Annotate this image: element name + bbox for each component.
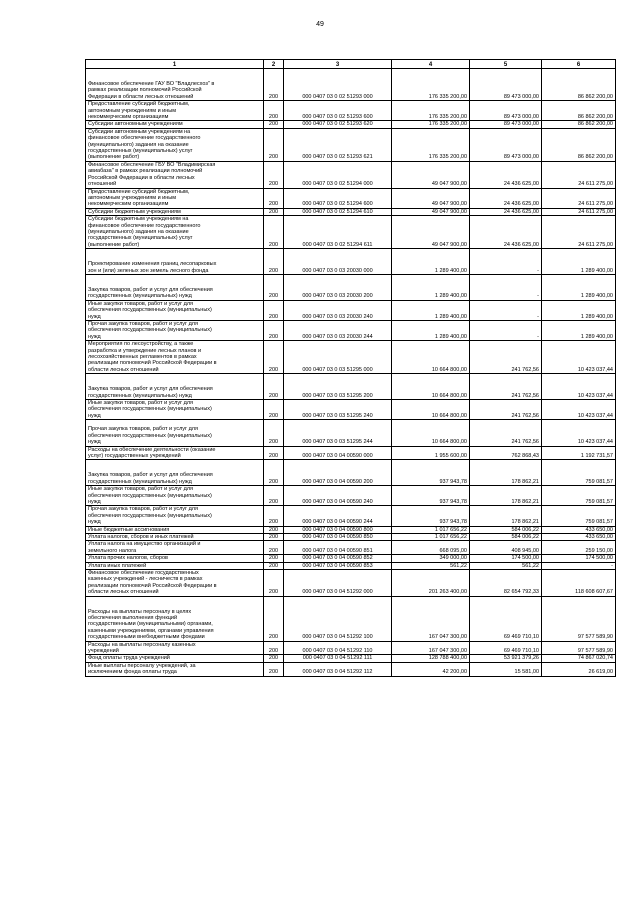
row-remaining-amount: 24 611 275,00 bbox=[542, 216, 616, 249]
row-remaining-amount: 86 862 200,00 bbox=[542, 128, 616, 161]
row-name bbox=[86, 69, 264, 101]
row-name-text: Иные выплаты персоналу учреждений, за исключением фонда оплаты труда bbox=[88, 662, 196, 676]
row-executed-amount: 241 762,56 bbox=[470, 374, 542, 400]
row-group-code: 200 bbox=[264, 101, 284, 121]
row-group-code: 200 bbox=[264, 486, 284, 506]
row-group-code: 200 bbox=[264, 274, 284, 300]
row-executed-amount: 89 473 000,00 bbox=[470, 69, 542, 101]
header-col-4: 4 bbox=[392, 60, 470, 69]
row-name bbox=[86, 101, 264, 121]
row-group-code: 200 bbox=[264, 662, 284, 676]
row-remaining-amount: 97 577 589,90 bbox=[542, 596, 616, 641]
table-row bbox=[86, 486, 616, 506]
row-group-code: 200 bbox=[264, 506, 284, 526]
row-executed-amount: 241 762,56 bbox=[470, 400, 542, 420]
row-group-code: 200 bbox=[264, 541, 284, 555]
row-remaining-amount: 1 289 400,00 bbox=[542, 321, 616, 341]
row-executed-amount: 178 862,21 bbox=[470, 506, 542, 526]
row-name bbox=[86, 641, 264, 655]
row-group-code: 200 bbox=[264, 374, 284, 400]
row-name bbox=[86, 249, 264, 275]
row-classification-code: 000 0407 03 0 02 51293 620 bbox=[284, 121, 392, 128]
row-classification-code: 000 0407 03 0 02 51294 610 bbox=[284, 208, 392, 215]
row-classification-code: 000 0407 03 0 04 00590 851 bbox=[284, 541, 392, 555]
table-row bbox=[86, 374, 616, 400]
row-group-code: 200 bbox=[264, 208, 284, 215]
row-approved-amount: 1 289 400,00 bbox=[392, 300, 470, 320]
row-approved-amount: 10 664 800,00 bbox=[392, 341, 470, 374]
row-executed-amount: 89 473 000,00 bbox=[470, 121, 542, 128]
row-executed-amount: 584 006,22 bbox=[470, 526, 542, 533]
row-group-code: 200 bbox=[264, 300, 284, 320]
row-name-text: Иные бюджетные ассигнования bbox=[88, 526, 170, 533]
row-name-text: Иные закупки товаров, работ и услуг для обеспечения государственных (муниципальных) нужд bbox=[88, 400, 212, 419]
table-row bbox=[86, 69, 616, 101]
row-name bbox=[86, 420, 264, 446]
row-executed-amount: 53 921 379,26 bbox=[470, 655, 542, 662]
row-remaining-amount: 10 423 037,44 bbox=[542, 400, 616, 420]
row-name bbox=[86, 460, 264, 486]
row-approved-amount: 49 047 900,00 bbox=[392, 161, 470, 188]
row-group-code: 200 bbox=[264, 555, 284, 562]
row-approved-amount: 1 955 600,00 bbox=[392, 446, 470, 460]
table-row bbox=[86, 341, 616, 374]
header-col-6: 6 bbox=[542, 60, 616, 69]
row-approved-amount: 1 289 400,00 bbox=[392, 274, 470, 300]
row-group-code: 200 bbox=[264, 570, 284, 597]
row-classification-code: 000 0407 03 0 03 20030 244 bbox=[284, 321, 392, 341]
row-executed-amount: 408 945,00 bbox=[470, 541, 542, 555]
row-name bbox=[86, 400, 264, 420]
row-name-text: Закупка товаров, работ и услуг для обеспечения государственных (муниципальных) нужд bbox=[88, 472, 213, 485]
row-remaining-amount: 86 862 200,00 bbox=[542, 69, 616, 101]
row-approved-amount: 668 095,00 bbox=[392, 541, 470, 555]
row-executed-amount: 15 581,00 bbox=[470, 662, 542, 676]
table-row bbox=[86, 570, 616, 597]
row-name-text: Уплата налогов, сборов и иных платежей bbox=[88, 533, 194, 540]
row-classification-code: 000 0407 03 0 04 51292 111 bbox=[284, 655, 392, 662]
row-approved-amount: 49 047 900,00 bbox=[392, 208, 470, 215]
row-classification-code: 000 0407 03 0 03 51295 000 bbox=[284, 341, 392, 374]
row-classification-code: 000 0407 03 0 03 51295 244 bbox=[284, 420, 392, 446]
row-remaining-amount: 24 611 275,00 bbox=[542, 188, 616, 208]
row-approved-amount: 10 664 800,00 bbox=[392, 400, 470, 420]
row-executed-amount: - bbox=[470, 274, 542, 300]
header-col-3: 3 bbox=[284, 60, 392, 69]
row-name-text: Проектирование изменения границ лесопарковых зон и (или) зеленых зон земель лесного фонда bbox=[88, 261, 217, 274]
table-row bbox=[86, 662, 616, 676]
row-name-text: Уплата налога на имущество организаций и земельного налога bbox=[88, 541, 201, 554]
row-name-text: Финансовое обеспечение ГАУ ВО "Владлесхоз" в рамках реализации полномочий Российской Федерации в области лесных отношений bbox=[88, 81, 215, 100]
row-approved-amount: 167 047 300,00 bbox=[392, 596, 470, 641]
row-remaining-amount: 86 862 200,00 bbox=[542, 121, 616, 128]
row-remaining-amount: 1 289 400,00 bbox=[542, 249, 616, 275]
row-group-code: 200 bbox=[264, 641, 284, 655]
row-classification-code: 000 0407 03 0 04 00590 200 bbox=[284, 460, 392, 486]
header-col-2: 2 bbox=[264, 60, 284, 69]
row-group-code: 200 bbox=[264, 400, 284, 420]
row-approved-amount: 128 788 400,00 bbox=[392, 655, 470, 662]
row-remaining-amount: 1 289 400,00 bbox=[542, 274, 616, 300]
row-group-code: 200 bbox=[264, 420, 284, 446]
table-row bbox=[86, 596, 616, 641]
row-remaining-amount: 433 650,00 bbox=[542, 533, 616, 540]
row-remaining-amount: 1 192 731,57 bbox=[542, 446, 616, 460]
row-classification-code: 000 0407 03 0 02 51293 000 bbox=[284, 69, 392, 101]
row-classification-code: 000 0407 03 0 04 00590 852 bbox=[284, 555, 392, 562]
row-remaining-amount: 74 867 020,74 bbox=[542, 655, 616, 662]
row-executed-amount: 762 868,43 bbox=[470, 446, 542, 460]
row-name-text: Расходы на обеспечение деятельности (оказание услуг) государственных учреждений bbox=[88, 446, 216, 459]
table-row bbox=[86, 121, 616, 128]
row-executed-amount: 241 762,56 bbox=[470, 341, 542, 374]
row-name-text: Иные закупки товаров, работ и услуг для обеспечения государственных (муниципальных) нужд bbox=[88, 486, 212, 505]
row-name bbox=[86, 555, 264, 562]
table-row bbox=[86, 655, 616, 662]
row-remaining-amount: - bbox=[542, 562, 616, 569]
row-name-text: Закупка товаров, работ и услуг для обеспечения государственных (муниципальных) нужд bbox=[88, 386, 213, 399]
row-name bbox=[86, 121, 264, 128]
row-name bbox=[86, 341, 264, 374]
row-group-code: 200 bbox=[264, 446, 284, 460]
table-row bbox=[86, 300, 616, 320]
table-row bbox=[86, 208, 616, 215]
row-remaining-amount: 24 611 275,00 bbox=[542, 161, 616, 188]
table-row bbox=[86, 533, 616, 540]
row-approved-amount: 1 017 656,22 bbox=[392, 526, 470, 533]
row-approved-amount: 176 335 200,00 bbox=[392, 121, 470, 128]
table-row bbox=[86, 101, 616, 121]
row-remaining-amount: 759 081,57 bbox=[542, 506, 616, 526]
row-remaining-amount: 10 423 037,44 bbox=[542, 374, 616, 400]
row-name-text: Расходы на выплаты персоналу в целях обеспечения выполнения функций государственными (муниципальными) органами, казенными учреждениями, органами управления государственными внебюджетными фондами bbox=[88, 608, 214, 641]
row-approved-amount: 10 664 800,00 bbox=[392, 374, 470, 400]
row-approved-amount: 937 943,78 bbox=[392, 486, 470, 506]
row-name bbox=[86, 274, 264, 300]
row-approved-amount: 167 047 300,00 bbox=[392, 641, 470, 655]
row-name-text: Прочая закупка товаров, работ и услуг для обеспечения государственных (муниципальных) нужд bbox=[88, 321, 212, 340]
row-name-text: Прочая закупка товаров, работ и услуг для обеспечения государственных (муниципальных) нужд bbox=[88, 506, 212, 526]
row-remaining-amount: 118 608 607,67 bbox=[542, 570, 616, 597]
row-classification-code: 000 0407 03 0 03 20030 240 bbox=[284, 300, 392, 320]
row-group-code: 200 bbox=[264, 596, 284, 641]
table-row bbox=[86, 555, 616, 562]
row-approved-amount: 42 200,00 bbox=[392, 662, 470, 676]
row-executed-amount: 178 862,21 bbox=[470, 460, 542, 486]
row-executed-amount: 174 500,00 bbox=[470, 555, 542, 562]
row-name bbox=[86, 662, 264, 676]
row-classification-code: 000 0407 03 0 03 20030 000 bbox=[284, 249, 392, 275]
row-approved-amount: 49 047 900,00 bbox=[392, 216, 470, 249]
row-name-text: Предоставление субсидий бюджетным, автономным учреждениям и иным некоммерческим организациям bbox=[88, 101, 190, 121]
table-row bbox=[86, 541, 616, 555]
table-row bbox=[86, 321, 616, 341]
row-classification-code: 000 0407 03 0 03 51295 200 bbox=[284, 374, 392, 400]
row-name bbox=[86, 374, 264, 400]
row-classification-code: 000 0407 03 0 02 51294 000 bbox=[284, 161, 392, 188]
row-name bbox=[86, 128, 264, 161]
row-classification-code: 000 0407 03 0 04 51292 100 bbox=[284, 596, 392, 641]
row-name-text: Субсидии автономным учреждениям на финансовое обеспечение государственного (муниципального) задания на оказание государственных (муниципальных) услуг (выполнение работ) bbox=[88, 128, 201, 161]
page-number: 49 bbox=[316, 21, 324, 28]
row-executed-amount: 178 862,21 bbox=[470, 486, 542, 506]
row-approved-amount: 1 017 656,22 bbox=[392, 533, 470, 540]
table-row bbox=[86, 161, 616, 188]
row-group-code: 200 bbox=[264, 562, 284, 569]
row-classification-code: 000 0407 03 0 04 00590 244 bbox=[284, 506, 392, 526]
row-approved-amount: 176 335 200,00 bbox=[392, 101, 470, 121]
row-remaining-amount: 433 650,00 bbox=[542, 526, 616, 533]
row-approved-amount: 937 943,78 bbox=[392, 506, 470, 526]
row-approved-amount: 10 664 800,00 bbox=[392, 420, 470, 446]
row-remaining-amount: 174 500,00 bbox=[542, 555, 616, 562]
row-name bbox=[86, 161, 264, 188]
row-group-code: 200 bbox=[264, 460, 284, 486]
row-executed-amount: 584 006,22 bbox=[470, 533, 542, 540]
budget-execution-table bbox=[85, 59, 616, 677]
table-row bbox=[86, 128, 616, 161]
row-name bbox=[86, 208, 264, 215]
row-remaining-amount: 1 289 400,00 bbox=[542, 300, 616, 320]
row-classification-code: 000 0407 03 0 04 00590 853 bbox=[284, 562, 392, 569]
row-remaining-amount: 10 423 037,44 bbox=[542, 341, 616, 374]
row-name-text: Расходы на выплаты персоналу казенных учреждений bbox=[88, 641, 196, 655]
row-name bbox=[86, 596, 264, 641]
table-row bbox=[86, 249, 616, 275]
row-classification-code: 000 0407 03 0 04 00590 240 bbox=[284, 486, 392, 506]
row-name-text: Уплата прочих налогов, сборов bbox=[88, 555, 168, 562]
row-name bbox=[86, 506, 264, 526]
row-executed-amount: 24 436 625,00 bbox=[470, 188, 542, 208]
row-name bbox=[86, 526, 264, 533]
row-name-text: Мероприятия по лесоустройству, а также разработка и утверждение лесных планов и лесохозяйственных регламентов в рамках реализации полномочий Российской Федерации в области лесных отношений bbox=[88, 341, 217, 373]
row-executed-amount: 69 469 710,10 bbox=[470, 641, 542, 655]
row-name-text: Иные закупки товаров, работ и услуг для обеспечения государственных (муниципальных) нужд bbox=[88, 300, 212, 320]
row-remaining-amount: 259 150,00 bbox=[542, 541, 616, 555]
row-group-code: 200 bbox=[264, 216, 284, 249]
row-name bbox=[86, 321, 264, 341]
row-executed-amount: 89 473 000,00 bbox=[470, 101, 542, 121]
row-group-code: 200 bbox=[264, 128, 284, 161]
row-name-text: Финансовое обеспечение ГБУ ВО "Владимирская авиабаза" в рамках реализации полномочий Российской Федерации в области лесных отношений bbox=[88, 161, 216, 188]
row-name bbox=[86, 486, 264, 506]
table-row bbox=[86, 216, 616, 249]
row-name bbox=[86, 541, 264, 555]
row-executed-amount: 69 469 710,10 bbox=[470, 596, 542, 641]
row-group-code: 200 bbox=[264, 655, 284, 662]
row-classification-code: 000 0407 03 0 04 51292 112 bbox=[284, 662, 392, 676]
row-name-text: Фонд оплаты труда учреждений bbox=[88, 655, 170, 662]
row-executed-amount: 82 654 792,33 bbox=[470, 570, 542, 597]
row-approved-amount: 349 000,00 bbox=[392, 555, 470, 562]
row-executed-amount: 24 436 625,00 bbox=[470, 161, 542, 188]
row-classification-code: 000 0407 03 0 03 20030 200 bbox=[284, 274, 392, 300]
row-remaining-amount: 86 862 200,00 bbox=[542, 101, 616, 121]
table-row bbox=[86, 420, 616, 446]
row-classification-code: 000 0407 03 0 04 51292 000 bbox=[284, 570, 392, 597]
row-executed-amount: 24 436 625,00 bbox=[470, 216, 542, 249]
table-row bbox=[86, 188, 616, 208]
row-executed-amount: - bbox=[470, 300, 542, 320]
row-name bbox=[86, 188, 264, 208]
table-row bbox=[86, 526, 616, 533]
row-remaining-amount: 26 619,00 bbox=[542, 662, 616, 676]
row-approved-amount: 176 335 200,00 bbox=[392, 69, 470, 101]
row-classification-code: 000 0407 03 0 04 00590 850 bbox=[284, 533, 392, 540]
row-group-code: 200 bbox=[264, 526, 284, 533]
row-name-text: Финансовое обеспечение государственных казенных учреждений - лесничеств в рамках реализации полномочий Российской Федерации в области лесных отношений bbox=[88, 570, 217, 596]
row-name bbox=[86, 446, 264, 460]
row-executed-amount: 241 762,56 bbox=[470, 420, 542, 446]
table-row bbox=[86, 446, 616, 460]
row-classification-code: 000 0407 03 0 02 51294 600 bbox=[284, 188, 392, 208]
row-name bbox=[86, 655, 264, 662]
row-name bbox=[86, 216, 264, 249]
row-name bbox=[86, 533, 264, 540]
row-name-text: Субсидии автономным учреждениям bbox=[88, 121, 183, 128]
row-classification-code: 000 0407 03 0 04 00590 800 bbox=[284, 526, 392, 533]
row-group-code: 200 bbox=[264, 321, 284, 341]
row-name bbox=[86, 570, 264, 597]
row-group-code: 200 bbox=[264, 341, 284, 374]
row-remaining-amount: 97 577 589,90 bbox=[542, 641, 616, 655]
row-name bbox=[86, 562, 264, 569]
table-row bbox=[86, 400, 616, 420]
row-approved-amount: 937 943,78 bbox=[392, 460, 470, 486]
row-executed-amount: - bbox=[470, 321, 542, 341]
row-remaining-amount: 759 081,57 bbox=[542, 460, 616, 486]
header-col-1: 1 bbox=[86, 60, 264, 69]
row-executed-amount: 24 436 625,00 bbox=[470, 208, 542, 215]
row-approved-amount: 176 335 200,00 bbox=[392, 128, 470, 161]
row-executed-amount: 89 473 000,00 bbox=[470, 128, 542, 161]
row-approved-amount: 1 289 400,00 bbox=[392, 321, 470, 341]
row-group-code: 200 bbox=[264, 188, 284, 208]
row-remaining-amount: 10 423 037,44 bbox=[542, 420, 616, 446]
row-approved-amount: 49 047 900,00 bbox=[392, 188, 470, 208]
row-name-text: Предоставление субсидий бюджетным, автономным учреждениям и иным некоммерческим организациям bbox=[88, 188, 190, 208]
table-row bbox=[86, 506, 616, 526]
row-remaining-amount: 759 081,57 bbox=[542, 486, 616, 506]
row-approved-amount: 1 289 400,00 bbox=[392, 249, 470, 275]
row-group-code: 200 bbox=[264, 533, 284, 540]
header-col-5: 5 bbox=[470, 60, 542, 69]
row-classification-code: 000 0407 03 0 02 51293 600 bbox=[284, 101, 392, 121]
table-header-row bbox=[86, 60, 616, 69]
row-executed-amount: - bbox=[470, 249, 542, 275]
row-name-text: Закупка товаров, работ и услуг для обеспечения государственных (муниципальных) нужд bbox=[88, 286, 213, 300]
row-name-text: Прочая закупка товаров, работ и услуг для обеспечения государственных (муниципальных) нужд bbox=[88, 426, 212, 446]
row-group-code: 200 bbox=[264, 121, 284, 128]
row-name-text: Уплата иных платежей bbox=[88, 562, 147, 569]
row-classification-code: 000 0407 03 0 04 00590 000 bbox=[284, 446, 392, 460]
row-classification-code: 000 0407 03 0 03 51295 240 bbox=[284, 400, 392, 420]
row-group-code: 200 bbox=[264, 249, 284, 275]
row-group-code: 200 bbox=[264, 69, 284, 101]
table-row bbox=[86, 460, 616, 486]
row-classification-code: 000 0407 03 0 02 51293 621 bbox=[284, 128, 392, 161]
row-approved-amount: 201 263 400,00 bbox=[392, 570, 470, 597]
row-remaining-amount: 24 611 275,00 bbox=[542, 208, 616, 215]
row-classification-code: 000 0407 03 0 02 51294 611 bbox=[284, 216, 392, 249]
table-row bbox=[86, 562, 616, 569]
row-name bbox=[86, 300, 264, 320]
row-classification-code: 000 0407 03 0 04 51292 110 bbox=[284, 641, 392, 655]
row-approved-amount: 561,22 bbox=[392, 562, 470, 569]
table-row bbox=[86, 641, 616, 655]
row-group-code: 200 bbox=[264, 161, 284, 188]
row-executed-amount: 561,22 bbox=[470, 562, 542, 569]
row-name-text: Субсидии бюджетным учреждениям на финансовое обеспечение государственного (муниципального) задания на оказание государственных (муниципальных) услуг (выполнение работ) bbox=[88, 216, 201, 248]
row-name-text: Субсидии бюджетным учреждениям bbox=[88, 208, 181, 215]
table-row bbox=[86, 274, 616, 300]
